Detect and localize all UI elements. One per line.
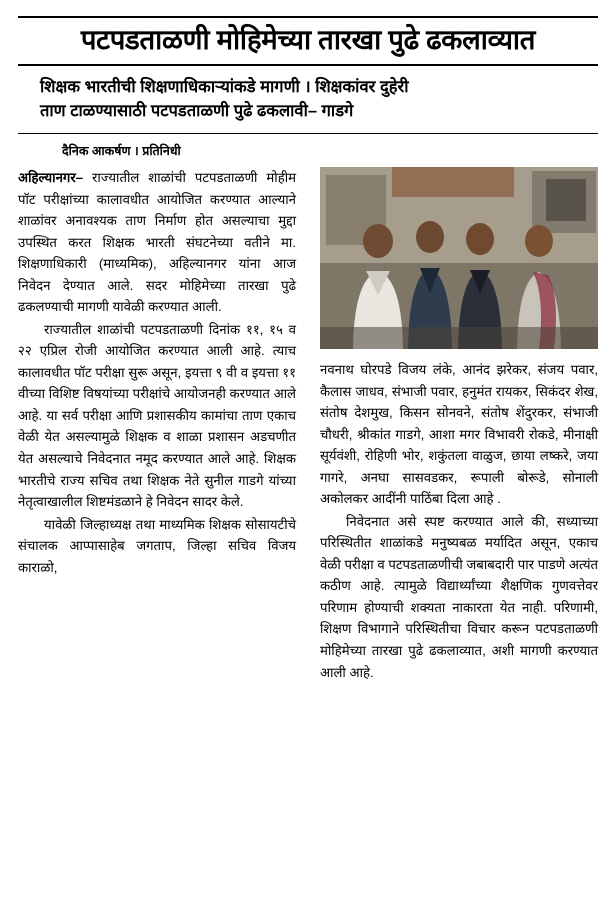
photo-illustration — [320, 167, 598, 349]
article-body — [18, 167, 598, 857]
headline-block — [18, 16, 598, 66]
paragraph — [18, 167, 296, 318]
byline: दैनिक आकर्षण । प्रतिनिधी — [62, 144, 181, 159]
paragraph: निवेदनात असे स्पष्ट करण्यात आले की, सध्याच्या परिस्थितीत शाळांकडे मनुष्यबळ मर्यादित असून, एकाच वेळी परीक्षा व पटपडताळणीची जबाबदारी पार पाडणे अत्यंत कठीण आहे. त्यामुळे विद्यार्थ्यांच्या शैक्षणिक गुणवत्तेवर परिणाम होण्याची शक्यता नाकारता येत नाही. परिणामी, शिक्षण विभागाने परिस्थितीचा विचार करून पटपडताळणी मोहिमेच्या तारखा पुढे ढकलाव्यात, अशी मागणी करण्यात आली आहे. — [320, 513, 598, 680]
sub-headline — [18, 76, 598, 123]
paragraph: यावेळी जिल्हाध्यक्ष तथा माध्यमिक शिक्षक सोसायटीचे संचालक आप्पासाहेब जगताप, जिल्हा सचिव विजय काराळो, — [18, 516, 296, 575]
column-right — [320, 359, 598, 684]
dateline: अहिल्यानगर– — [18, 170, 84, 186]
column-left — [18, 167, 296, 579]
sub-headline-line-1: शिक्षक भारतीची शिक्षणाधिकाऱ्यांकडे मागणी । शिक्षकांवर दुहेरी — [40, 78, 409, 97]
paragraph-text: राज्यातील शाळांची पटपडताळणी मोहीम पॉट परीक्षांच्या कालावधीत आयोजित करण्यात आल्याने शाळांवर अनावश्यक ताण निर्माण होत असल्याचा मुद्दा उपस्थित करत शिक्षक भारती संघटनेच्या वतीने मा. शिक्षणाधिकारी (माध्यमिक), अहिल्यानगर यांना आज निवेदन देण्यात आले. सदर मोहिमेच्या तारखा पुढे ढकलण्याची मागणी यावेळी करण्यात आली. — [18, 170, 296, 315]
paragraph: राज्यातील शाळांची पटपडताळणी दिनांक ११, १५ व २२ एप्रिल रोजी आयोजित करण्यात आली आहे. त्याच कालावधीत पॉट परीक्षा सुरू असून, इयत्ता ९ वी व इयत्ता ११ वीच्या विशिष्ट विषयांच्या परीक्षांचे आयोजनही करण्यात आले आहे. या सर्व परीक्षा आणि प्रशासकीय कामांचा ताण एकाच वेळी येत असल्यामुळे शिक्षक व शाळा प्रशासन अडचणीत येत असल्याचे निवेदनात नमूद करण्यात आले आहे. शिक्षक भारतीचे राज्य सचिव तथा शिक्षक नेते सुनील गाडगे यांच्या नेतृत्वाखालील शिष्टमंडळाने हे निवेदन सादर केले. — [18, 321, 296, 510]
sub-headline-line-2: ताण टाळण्यासाठी पटपडताळणी पुढे ढकलावी– गाडगे — [40, 101, 354, 120]
divider-rule — [18, 133, 598, 134]
group-photo — [320, 167, 598, 349]
paragraph: नवनाथ घोरपडे विजय लंके, आनंद झरेकर, संजय पवार, कैलास जाधव, संभाजी पवार, हनुमंत रायकर, सिकंदर शेख, संतोष देशमुख, किसन सोनवने, संतोष शेंदुरकर, संभाजी चौधरी, श्रीकांत गाडगे, आशा मगर विभावरी रोकडे, मीनाक्षी सूर्यवंशी, रोहिणी भोर, शकुंतला वाळुज, छाया लष्करे, जया गागरे, अनघा सासवडकर, रूपाली बोरूडे, सोनाली अकोलकर आदींनी पाठिंबा दिला आहे . — [320, 362, 598, 507]
page-title: पटपडताळणी मोहिमेच्या तारखा पुढे ढकलाव्यात — [80, 24, 536, 55]
